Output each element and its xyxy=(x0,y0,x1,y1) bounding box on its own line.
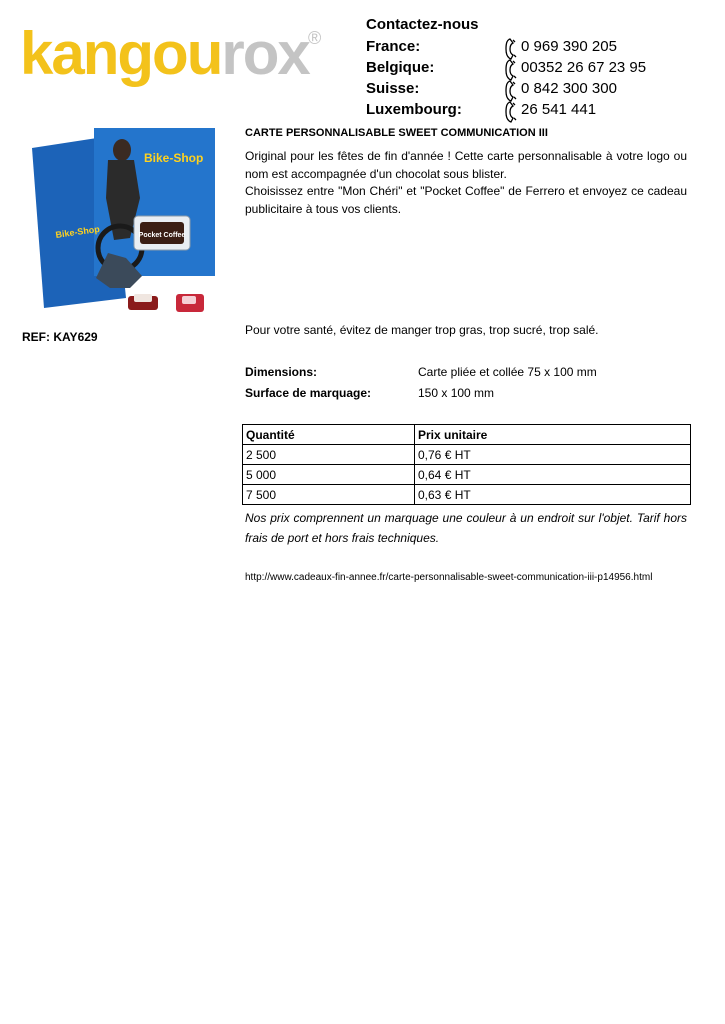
candy-wrapper-highlight xyxy=(182,296,196,304)
logo-part-yellow: kangou xyxy=(20,20,222,87)
country-label: Suisse: xyxy=(366,80,420,97)
price-note: Nos prix comprennent un marquage une couleur à un endroit sur l'objet. Tarif hors frais de port et hors frais techniques. xyxy=(245,511,687,545)
kangourox-logo xyxy=(20,20,330,92)
candy-wrapper-highlight xyxy=(134,294,152,302)
price-table xyxy=(242,424,691,505)
column-header-unit-price: Prix unitaire xyxy=(415,425,691,445)
table-header-row xyxy=(243,425,691,445)
phone-number[interactable]: 0 842 300 300 xyxy=(521,80,617,97)
contact-row-belgique xyxy=(366,59,706,79)
contact-row-luxembourg xyxy=(366,101,706,121)
price-cell: 0,63 € HT xyxy=(415,485,691,505)
column-header-quantity: Quantité xyxy=(243,425,415,445)
country-label: Belgique: xyxy=(366,59,435,76)
table-row xyxy=(243,485,691,505)
logo-wordmark xyxy=(20,20,330,87)
product-title: CARTE PERSONNALISABLE SWEET COMMUNICATION III xyxy=(245,127,548,139)
quantity-cell: 7 500 xyxy=(243,485,415,505)
phone-icon xyxy=(504,101,520,123)
description-paragraph: Original pour les fêtes de fin d'année ! Cette carte personnalisable à votre logo ou nom est accompagnée d'un chocolat sous blister. xyxy=(245,149,687,181)
country-label: Luxembourg: xyxy=(366,101,462,118)
logo-part-grey: rox xyxy=(221,20,309,87)
contact-row-france xyxy=(366,38,706,58)
phone-number[interactable]: 26 541 441 xyxy=(521,101,597,118)
spec-value: 150 x 100 mm xyxy=(418,386,495,400)
quantity-cell: 2 500 xyxy=(243,445,415,465)
product-reference: REF: KAY629 xyxy=(22,330,98,344)
spec-label: Surface de marquage: xyxy=(245,386,372,400)
phone-number[interactable]: 00352 26 67 23 95 xyxy=(521,59,647,76)
table-row xyxy=(243,445,691,465)
contact-row-suisse xyxy=(366,80,706,100)
card-subtitle-text: Bike-Shop xyxy=(54,223,101,240)
product-description xyxy=(245,148,687,218)
phone-icon xyxy=(504,59,520,81)
cyclist-head xyxy=(113,139,131,161)
quantity-cell: 5 000 xyxy=(243,465,415,485)
country-label: France: xyxy=(366,38,421,55)
card-title-text: Bike-Shop xyxy=(144,151,204,165)
product-url-link[interactable]: http://www.cadeaux-fin-annee.fr/carte-personnalisable-sweet-communication-iii-p14956.html xyxy=(245,572,653,583)
registered-mark: ® xyxy=(308,28,322,48)
table-row xyxy=(243,465,691,485)
product-image xyxy=(30,128,215,320)
contact-title: Contactez-nous xyxy=(366,16,479,33)
phone-number[interactable]: 0 969 390 205 xyxy=(521,38,617,55)
price-cell: 0,76 € HT xyxy=(415,445,691,465)
price-cell: 0,64 € HT xyxy=(415,465,691,485)
candy-label-text: Pocket Coffee xyxy=(138,232,186,239)
spec-value: Carte pliée et collée 75 x 100 mm xyxy=(418,365,597,379)
phone-icon xyxy=(504,80,520,102)
health-notice: Pour votre santé, évitez de manger trop gras, trop sucré, trop salé. xyxy=(245,323,599,337)
spec-label: Dimensions: xyxy=(245,365,318,379)
phone-icon xyxy=(504,38,520,60)
description-paragraph: Choisissez entre "Mon Chéri" et "Pocket Coffee" de Ferrero et envoyez ce cadeau publicitaire à tous vos clients. xyxy=(245,184,687,216)
